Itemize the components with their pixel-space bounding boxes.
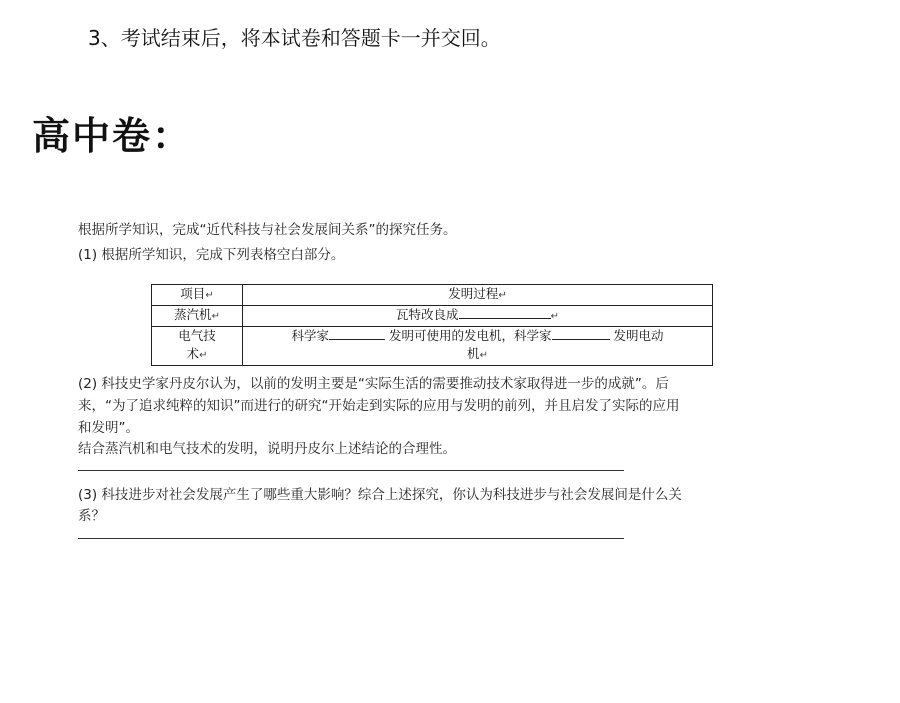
- exam-instruction: 3、考试结束后，将本试卷和答题卡一并交回。: [88, 26, 501, 50]
- table-cell-electric-process: 科学家 发明可使用的发电机，科学家 发明电动 机↵: [243, 327, 713, 366]
- subquestion-1: (1) 根据所学知识，完成下列表格空白部分。: [78, 247, 345, 263]
- table-cell-electric: 电气技 术↵: [152, 327, 243, 366]
- fill-blank[interactable]: [459, 306, 551, 319]
- table-cell-steam-process: 瓦特改良成 ↵: [243, 306, 713, 327]
- table-header-process: 发明过程↵: [243, 285, 713, 306]
- table-cell-steam-engine: 蒸汽机↵: [152, 306, 243, 327]
- table-row-electric: [152, 327, 713, 366]
- fill-blank[interactable]: [552, 327, 610, 340]
- subquestion-2-line-2: 来，“为了追求纯粹的知识”而进行的研究“开始走到实际的应用与发明的前列，并且启发了实际的应用: [78, 398, 680, 414]
- invention-table: [151, 284, 713, 366]
- table-header-item: 项目↵: [152, 285, 243, 306]
- subquestion-2-line-3: 和发明”。: [78, 420, 139, 436]
- section-title: 高中卷：: [32, 114, 193, 158]
- subquestion-2-prompt: 结合蒸汽机和电气技术的发明，说明丹皮尔上述结论的合理性。: [78, 441, 456, 457]
- question-intro: 根据所学知识，完成“近代科技与社会发展间关系”的探究任务。: [78, 222, 457, 238]
- subquestion-2-line-1: (2) 科技史学家丹皮尔认为，以前的发明主要是“实际生活的需要推动技术家取得进一步的成就”。后: [78, 376, 669, 392]
- subquestion-3-line-2: 系？: [78, 508, 105, 524]
- fill-blank[interactable]: [329, 327, 385, 340]
- subquestion-3-line-1: (3) 科技进步对社会发展产生了哪些重大影响？综合上述探究，你认为科技进步与社会发展间是什么关: [78, 487, 682, 503]
- answer-line[interactable]: [78, 538, 624, 539]
- answer-line[interactable]: [78, 470, 624, 471]
- table-row-steam-engine: [152, 306, 713, 327]
- table-header-row: [152, 285, 713, 306]
